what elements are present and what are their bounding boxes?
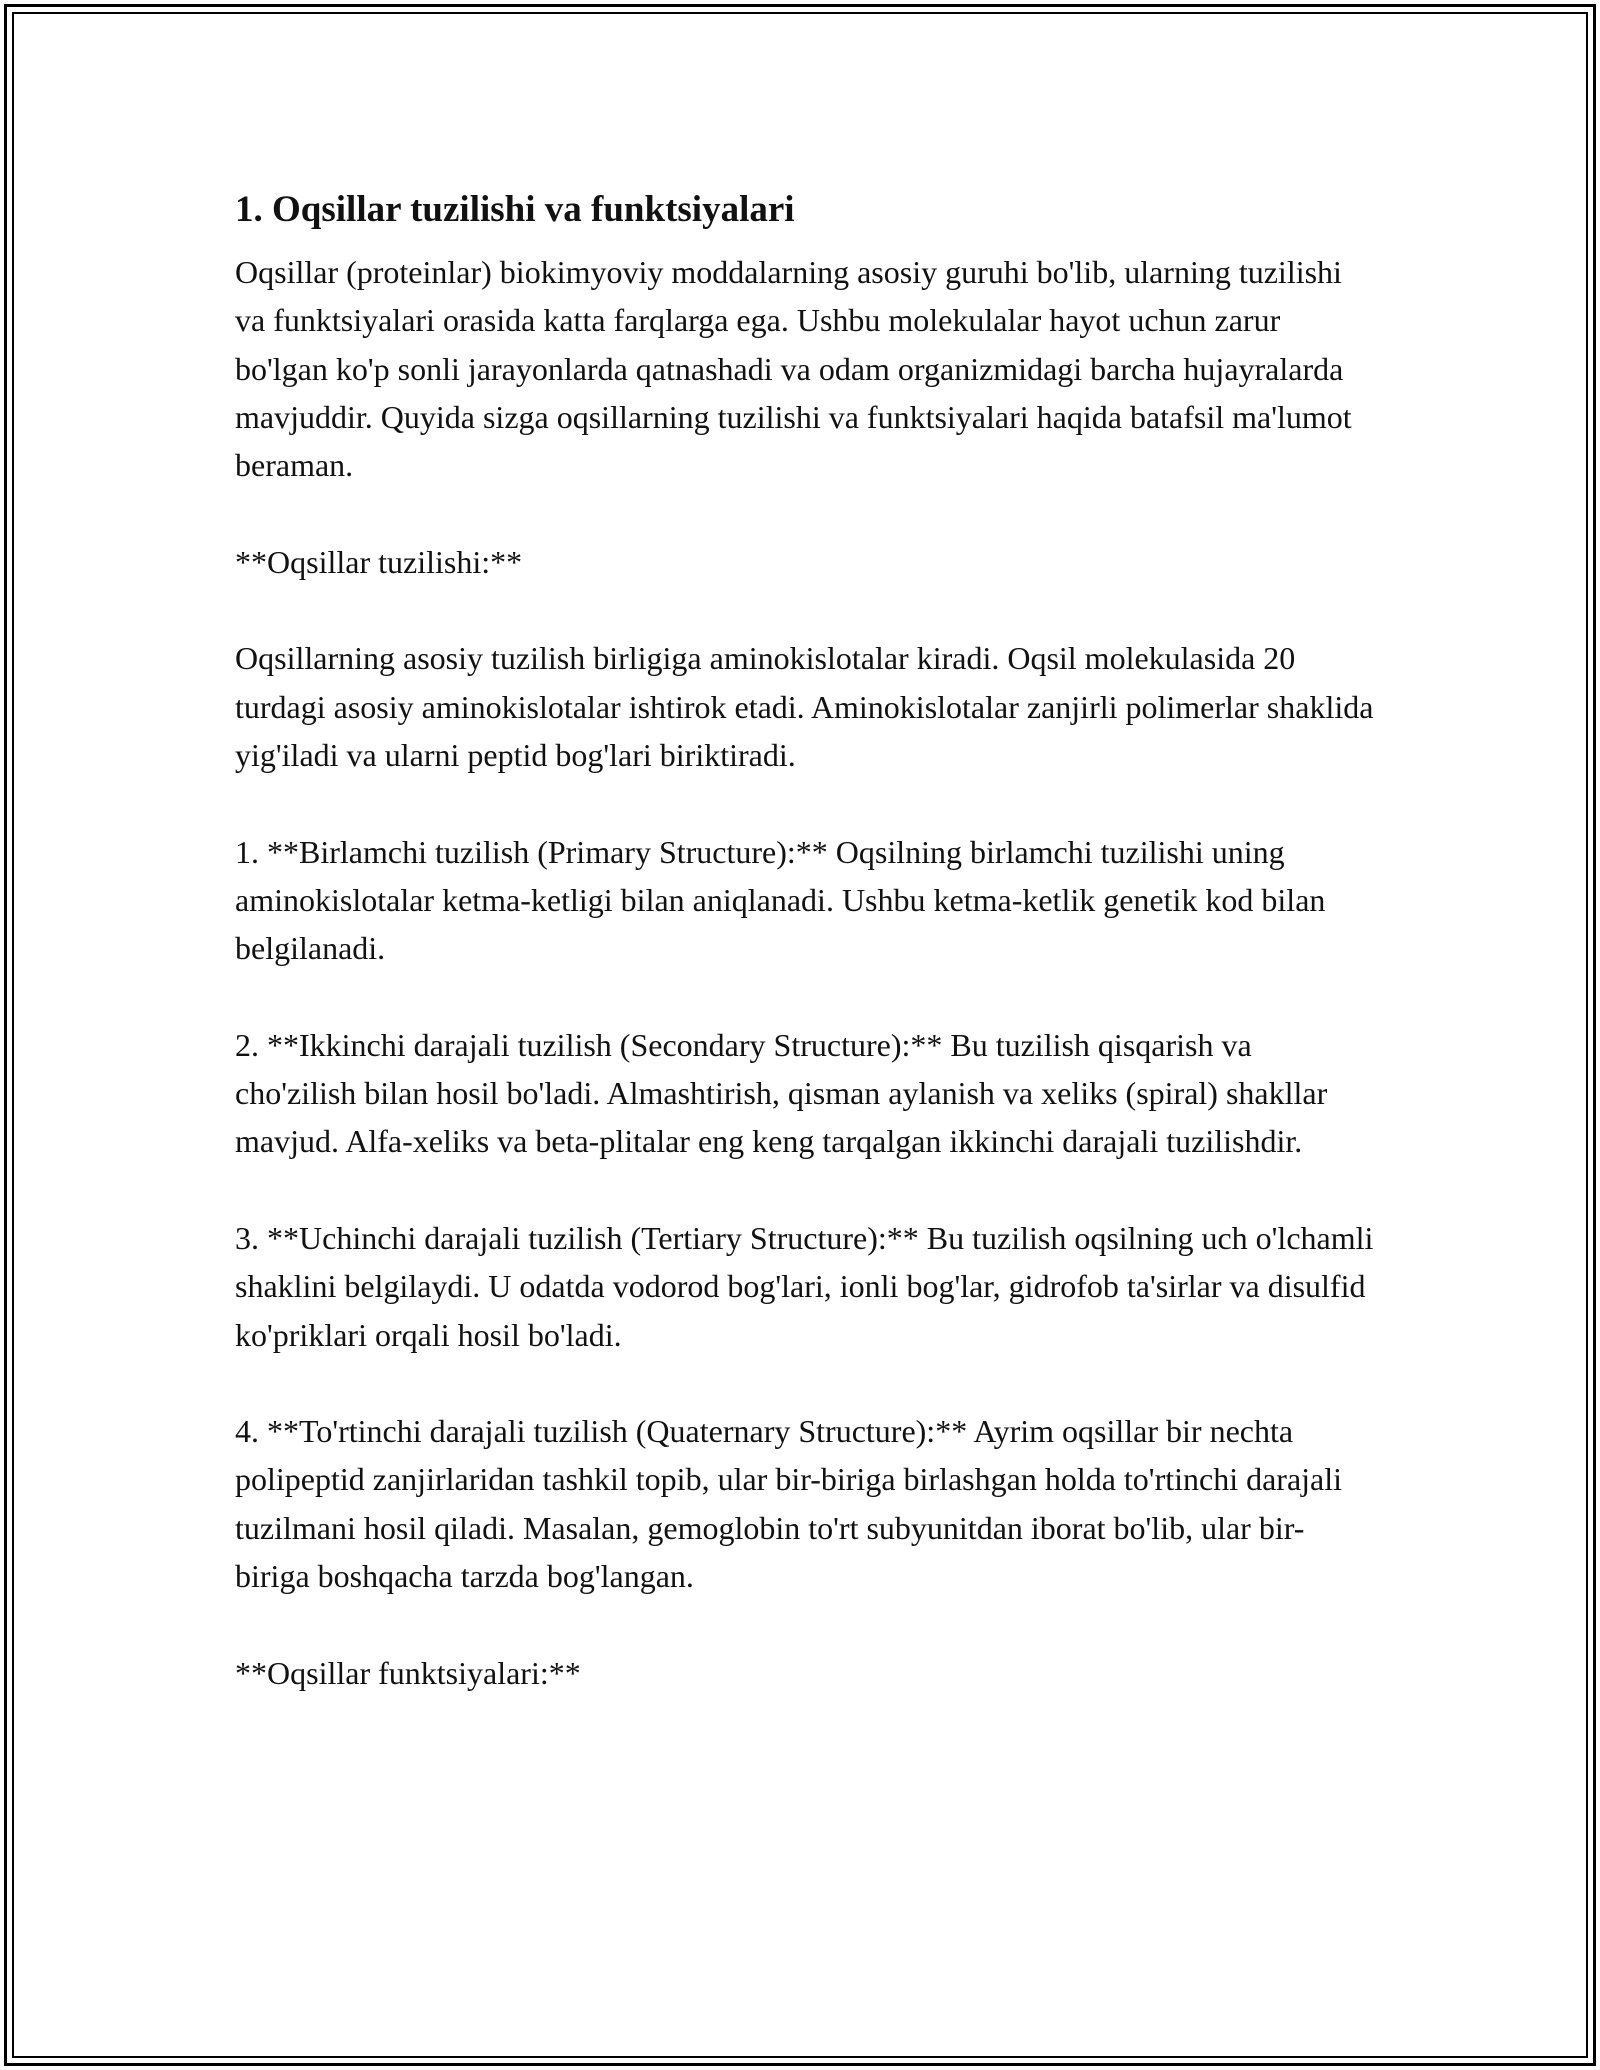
section-heading-functions: **Oqsillar funktsiyalari:** (235, 1654, 581, 1691)
paragraph-amino-acids: Oqsillarning asosiy tuzilish birligiga aminokislotalar kiradi. Oqsil molekulasida 20 turdagi asosiy aminokislotalar ishtirok etadi. Aminokislotalar zanjirli polimerlar shaklida yig'iladi va ularni peptid bog'lari biriktiradi. (235, 640, 1374, 773)
list-item-quaternary-structure: 4. **To'rtinchi darajali tuzilish (Quaternary Structure):** Ayrim oqsillar bir nechta polipeptid zanjirlaridan tashkil topib, ular bir-biriga birlashgan holda to'rtinchi darajali tuzilmani hosil qiladi. Masalan, gemoglobin to'rt subyunitdan iborat bo'lib, ular bir-biriga boshqacha tarzda bog'langan. (235, 1413, 1343, 1595)
document-body (235, 186, 1375, 1745)
paragraph-intro: Oqsillar (proteinlar) biokimyoviy moddalarning asosiy guruhi bo'lib, ularning tuzilishi va funktsiyalari orasida katta farqlarga ega. Ushbu molekulalar hayot uchun zarur bo'lgan ko'p sonli jarayonlarda qatnashadi va odam organizmidagi barcha hujayralarda mavjuddir. Quyida sizga oqsillarning tuzilishi va funktsiyalari haqida batafsil ma'lumot beraman. (235, 254, 1352, 484)
list-item-tertiary-structure: 3. **Uchinchi darajali tuzilish (Tertiary Structure):** Bu tuzilish oqsilning uch o'lchamli shaklini belgilaydi. U odatda vodorod bog'lari, ionli bog'lar, gidrofob ta'sirlar va disulfid ko'priklari orqali hosil bo'ladi. (235, 1219, 1374, 1353)
section-heading-structure: **Oqsillar tuzilishi:** (235, 543, 523, 580)
list-item-secondary-structure: 2. **Ikkinchi darajali tuzilish (Secondary Structure):** Bu tuzilish qisqarish va cho'zilish bilan hosil bo'ladi. Almashtirish, qisman aylanish va xeliks (spiral) shakllar mavjud. Alfa-xeliks va beta-plitalar eng keng tarqalgan ikkinchi darajali tuzilishdir. (235, 1026, 1328, 1160)
document-title: 1. Oqsillar tuzilishi va funktsiyalari (235, 189, 795, 230)
list-item-primary-structure: 1. **Birlamchi tuzilish (Primary Structure):** Oqsilning birlamchi tuzilishi uning aminokislotalar ketma-ketligi bilan aniqlanadi. Ushbu ketma-ketlik genetik kod bilan belgilanadi. (235, 833, 1326, 967)
